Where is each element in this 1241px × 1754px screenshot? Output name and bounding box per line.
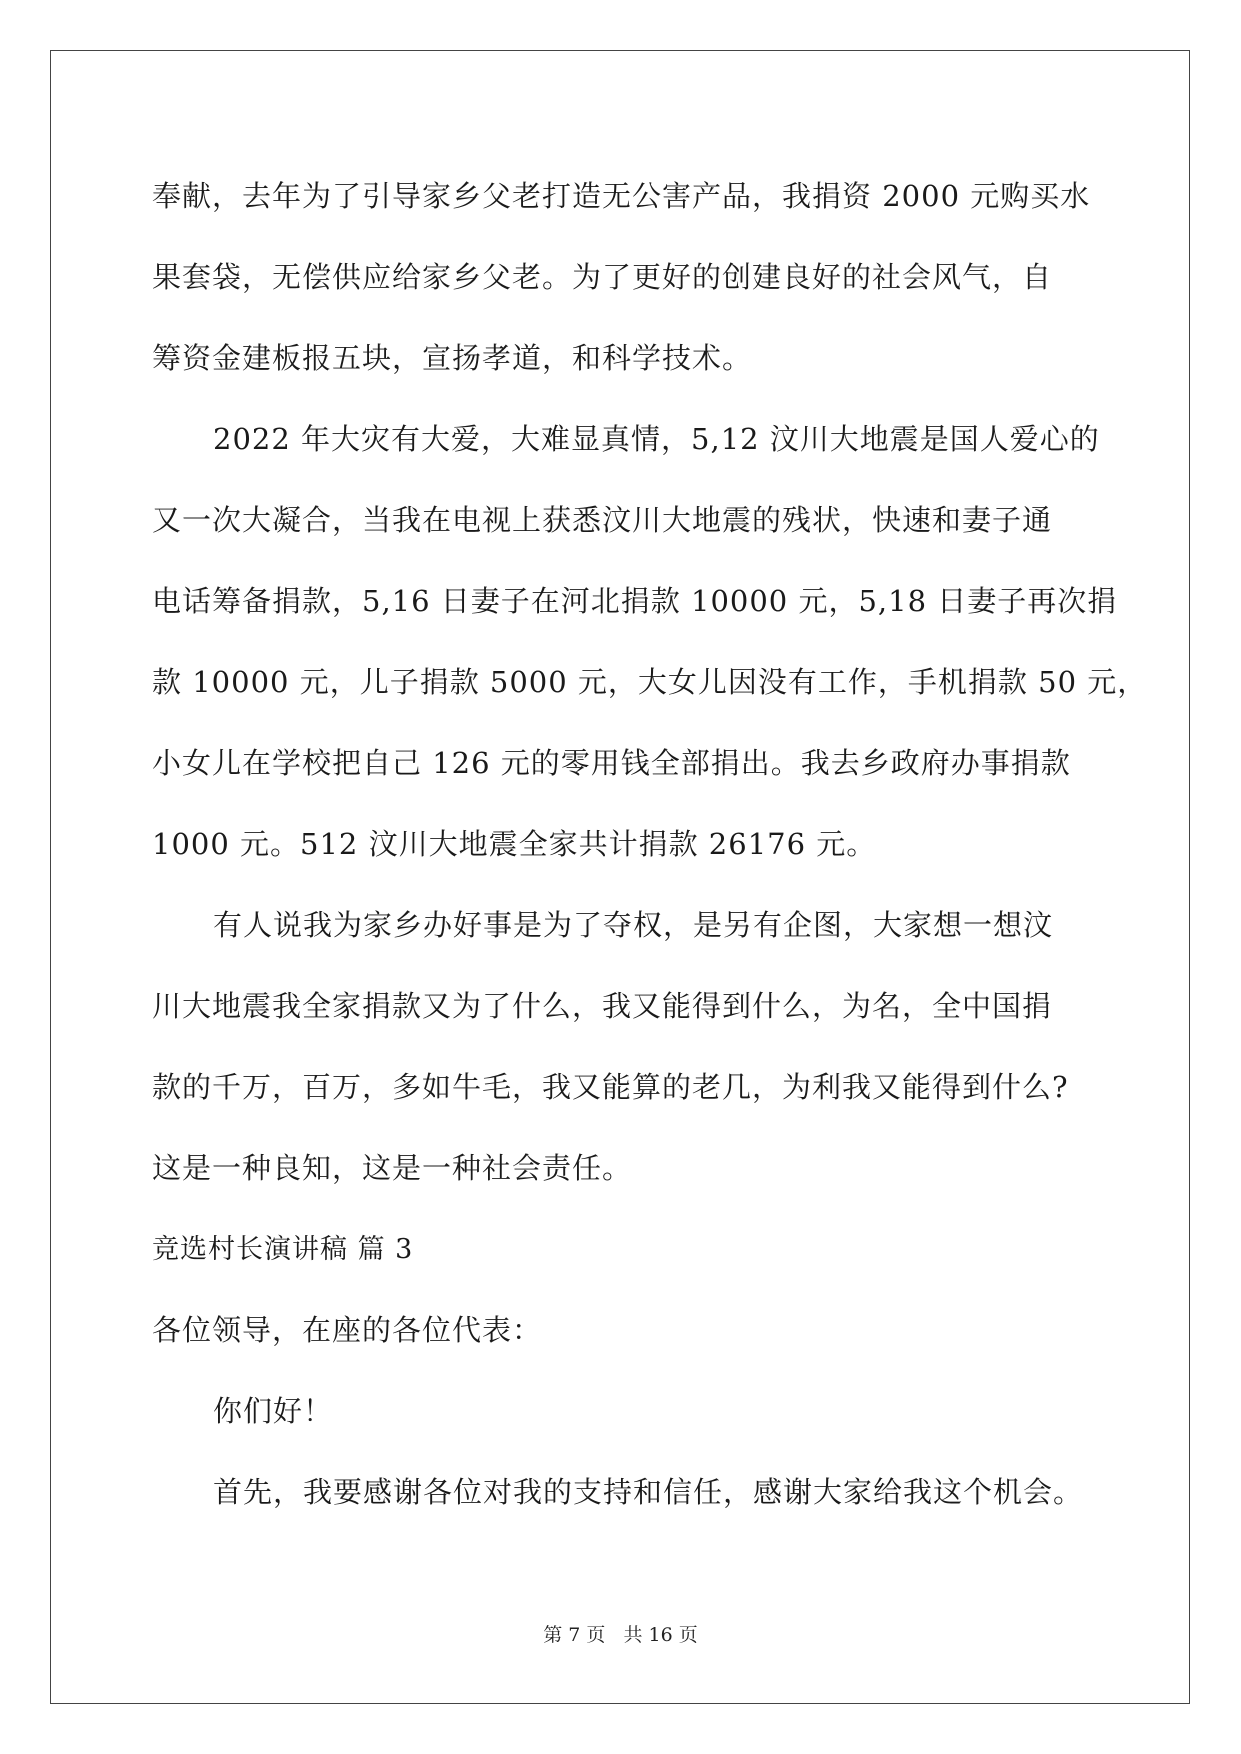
- salutation: 各位领导，在座的各位代表：: [152, 1313, 543, 1347]
- text-line: 有人说我为家乡办好事是为了夺权，是另有企图，大家想一想汶: [213, 908, 1054, 942]
- greeting: 你们好！: [213, 1394, 334, 1428]
- document-body: [152, 156, 1148, 1533]
- text-line: 川大地震我全家捐款又为了什么，我又能得到什么，为名，全中国捐: [152, 989, 1053, 1023]
- text-line: 奉献，去年为了引导家乡父老打造无公害产品，我捐资 2000 元购买水: [152, 179, 1091, 213]
- text-line: 这是一种良知，这是一种社会责任。: [152, 1151, 633, 1185]
- page-footer: [0, 1620, 1241, 1647]
- page-number: 第 7 页: [543, 1624, 606, 1646]
- text-line: 款 10000 元，儿子捐款 5000 元，大女儿因没有工作，手机捐款 50 元，: [152, 665, 1148, 699]
- section-heading: 竞选村长演讲稿 篇 3: [152, 1234, 414, 1265]
- page-total: 共 16 页: [623, 1624, 698, 1646]
- text-line: 2022 年大灾有大爱，大难显真情，5,12 汶川大地震是国人爱心的: [213, 422, 1100, 456]
- text-line: 果套袋，无偿供应给家乡父老。为了更好的创建良好的社会风气，自: [152, 260, 1053, 294]
- text-line: 筹资金建板报五块，宣扬孝道，和科学技术。: [152, 341, 753, 375]
- text-line: 电话筹备捐款，5,16 日妻子在河北捐款 10000 元，5,18 日妻子再次捐: [152, 584, 1118, 618]
- text-line: 首先，我要感谢各位对我的支持和信任，感谢大家给我这个机会。: [213, 1475, 1084, 1509]
- text-line: 1000 元。512 汶川大地震全家共计捐款 26176 元。: [152, 827, 877, 861]
- text-line: 又一次大凝合，当我在电视上获悉汶川大地震的残状，快速和妻子通: [152, 503, 1053, 537]
- text-line: 款的千万，百万，多如牛毛，我又能算的老几，为利我又能得到什么?: [152, 1070, 1069, 1104]
- text-line: 小女儿在学校把自己 126 元的零用钱全部捐出。我去乡政府办事捐款: [152, 746, 1071, 780]
